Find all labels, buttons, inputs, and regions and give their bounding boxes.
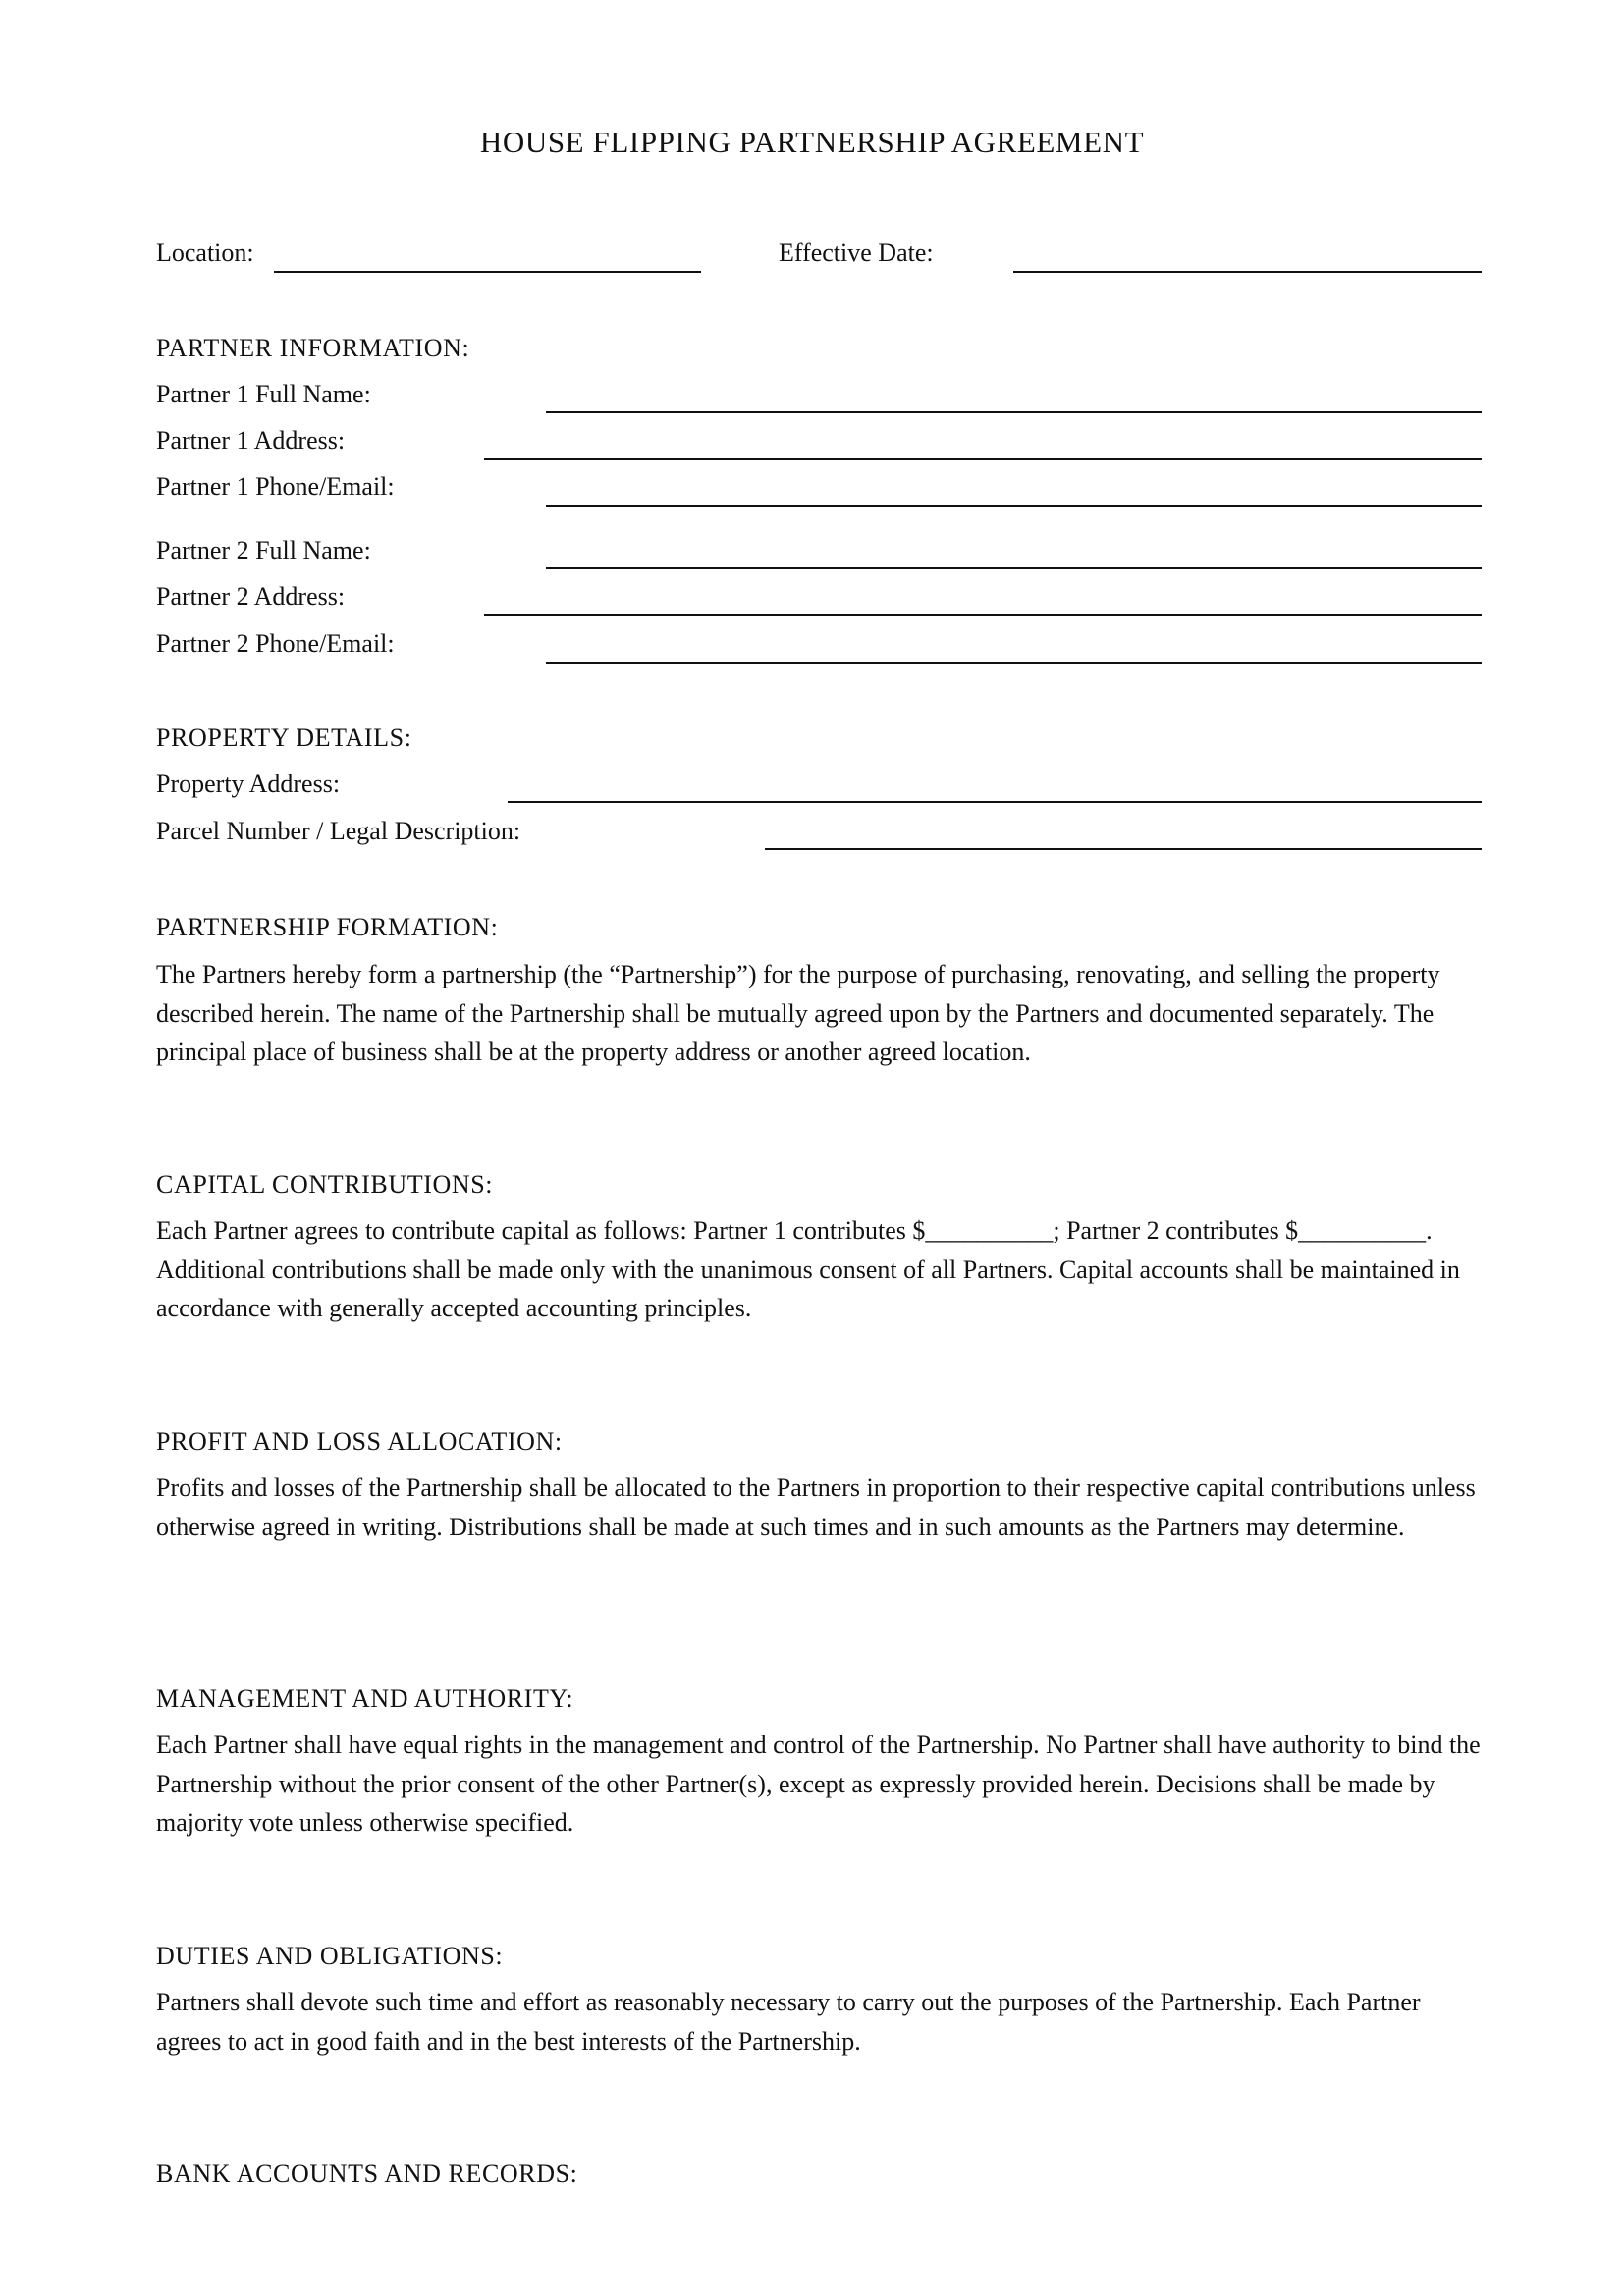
section-body: Each Partner agrees to contribute capital as follows: Partner 1 contributes $__________; Partner 2 contributes $__________. Additional contributions shall be made only with the unanimous consent of all Partners. Capital accounts shall be maintained in accordance with generally accepted accounting principles.	[156, 1216, 1460, 1322]
section-heading: PARTNERSHIP FORMATION:	[156, 913, 499, 941]
section-body: Partners shall devote such time and effort as reasonably necessary to carry out the purposes of the Partnership. Each Partner agrees to act in good faith and in the best interests of the Partnership.	[156, 1988, 1421, 2056]
partner2-name-label: Partner 2 Full Name:	[156, 536, 371, 564]
partner1-contact-field[interactable]	[546, 505, 1482, 507]
partner1-name-field[interactable]	[546, 411, 1482, 413]
partner2-contact-label: Partner 2 Phone/Email:	[156, 629, 395, 658]
section-heading: DUTIES AND OBLIGATIONS:	[156, 1942, 504, 1970]
effective-date-field[interactable]	[1013, 271, 1482, 273]
section-body: The Partners hereby form a partnership (the “Partnership”) for the purpose of purchasing, renovating, and selling the property described herein. The name of the Partnership shall be mutually agreed upon by the Partners and documented separately. The principal place of business shall be at the property address or another agreed location.	[156, 960, 1440, 1066]
partner2-contact-field[interactable]	[546, 662, 1482, 664]
section-body: Each Partner shall have equal rights in the management and control of the Partnership. No Partner shall have authority to bind the Partnership without the prior consent of the other Partner(s), except as expressly provided herein. Decisions shall be made by majority vote unless otherwise specified.	[156, 1731, 1481, 1837]
parcel-number-field[interactable]	[765, 848, 1482, 850]
location-label: Location:	[156, 239, 254, 267]
section-heading: BANK ACCOUNTS AND RECORDS:	[156, 2160, 578, 2188]
section-body: Profits and losses of the Partnership shall be allocated to the Partners in proportion to their respective capital contributions unless otherwise agreed in writing. Distributions shall be made at such times and in such amounts as the Partners may determine.	[156, 1473, 1476, 1541]
document-title: HOUSE FLIPPING PARTNERSHIP AGREEMENT	[479, 125, 1145, 159]
partner-information-heading: PARTNER INFORMATION:	[156, 334, 470, 362]
property-details-heading: PROPERTY DETAILS:	[156, 723, 412, 752]
parcel-number-label: Parcel Number / Legal Description:	[156, 817, 521, 845]
section-heading: MANAGEMENT AND AUTHORITY:	[156, 1684, 574, 1713]
partner2-name-field[interactable]	[546, 567, 1482, 569]
partner2-address-field[interactable]	[484, 614, 1482, 616]
partner2-address-label: Partner 2 Address:	[156, 582, 346, 611]
partner1-name-label: Partner 1 Full Name:	[156, 380, 371, 408]
section-heading: PROFIT AND LOSS ALLOCATION:	[156, 1427, 563, 1456]
partner1-address-label: Partner 1 Address:	[156, 426, 346, 454]
section-heading: CAPITAL CONTRIBUTIONS:	[156, 1170, 494, 1199]
property-address-label: Property Address:	[156, 770, 341, 798]
location-field[interactable]	[274, 271, 701, 273]
property-address-field[interactable]	[508, 801, 1482, 803]
effective-date-label: Effective Date:	[779, 239, 934, 267]
partner1-address-field[interactable]	[484, 458, 1482, 460]
partner1-contact-label: Partner 1 Phone/Email:	[156, 472, 395, 501]
